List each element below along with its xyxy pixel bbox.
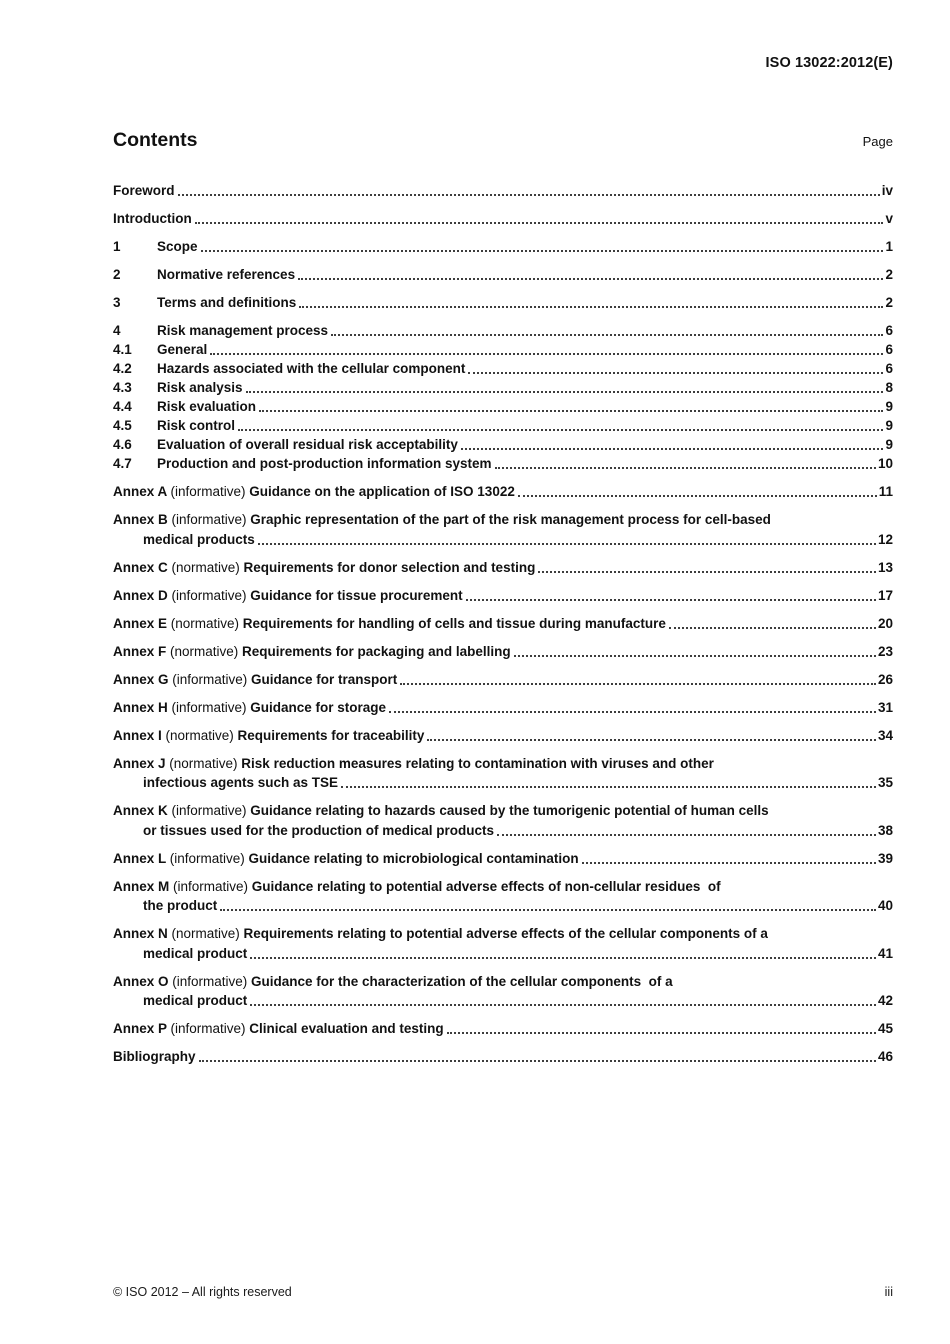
entry-title-continued: medical product: [143, 945, 248, 961]
dot-leader: [669, 627, 876, 629]
annex-name: Annex B: [113, 512, 172, 527]
clause-number: 4.1: [113, 342, 132, 357]
page-number: 6: [885, 361, 893, 376]
toc-entry: [113, 323, 893, 340]
toc-entry-line[interactable]: [113, 267, 893, 284]
entry-title: Guidance for tissue procurement: [250, 587, 463, 603]
toc-entry: [113, 756, 893, 792]
dot-leader: [258, 543, 876, 545]
entry-title: Requirements for handling of cells and tissue during manufacture: [242, 615, 666, 631]
entry-title: Requirements for packaging and labelling: [242, 643, 511, 659]
toc-entry: [113, 974, 893, 1010]
page-number: iv: [881, 183, 893, 198]
annex-kind: (normative): [171, 926, 244, 941]
clause-number: 2: [113, 267, 121, 282]
toc-list: [113, 183, 893, 1066]
toc-entry-line[interactable]: [113, 399, 893, 416]
page-number: 11: [878, 484, 893, 499]
toc-entry-line[interactable]: [113, 993, 893, 1010]
toc-entry-line[interactable]: [113, 361, 893, 378]
toc-entry: [113, 728, 893, 745]
entry-title: Risk analysis: [157, 380, 243, 395]
contents-heading: Contents: [113, 129, 198, 151]
entry-title: Scope: [157, 239, 198, 254]
toc-entry: [113, 926, 893, 962]
annex-name: Annex G: [113, 671, 173, 687]
page-number: 9: [885, 399, 893, 414]
entry-title: Bibliography: [113, 1049, 196, 1064]
entry-title: Production and post-production information system: [157, 456, 492, 471]
annex-name: Annex J: [113, 755, 170, 771]
page-number: 9: [885, 418, 893, 433]
dot-leader: [201, 250, 884, 252]
entry-title: Guidance for transport: [251, 671, 398, 687]
dot-leader: [250, 957, 876, 959]
toc-entry-line[interactable]: [113, 756, 893, 773]
clause-number: 4.2: [113, 361, 132, 376]
annex-kind: (normative): [169, 755, 242, 771]
entry-title: Hazards associated with the cellular component: [157, 361, 466, 376]
annex-kind: (informative): [170, 484, 250, 499]
page-number: v: [885, 211, 893, 226]
toc-entry-line[interactable]: [113, 644, 893, 661]
toc-entry-line[interactable]: [113, 775, 893, 792]
annex-name: Annex K: [113, 803, 172, 818]
page-number: 17: [877, 587, 893, 603]
toc-entry-line[interactable]: [113, 946, 893, 963]
dot-leader: [199, 1060, 876, 1062]
annex-name: Annex O: [113, 973, 173, 989]
toc-entry: [113, 851, 893, 868]
entry-title-continued: infectious agents such as TSE: [143, 775, 339, 790]
toc-entry-line[interactable]: [113, 183, 893, 200]
toc-entry-line[interactable]: [113, 1021, 893, 1038]
page-number: 20: [877, 615, 893, 631]
annex-name: Annex L: [113, 850, 170, 866]
dot-leader: [298, 278, 883, 280]
dot-leader: [427, 739, 876, 741]
doc-reference: ISO 13022:2012(E): [765, 55, 893, 71]
toc-entry: [113, 361, 893, 378]
dot-leader: [331, 334, 883, 336]
annex-name: Annex I: [113, 727, 166, 743]
clause-number: 4.3: [113, 380, 132, 395]
toc-entry: [113, 399, 893, 416]
toc-entry: [113, 342, 893, 359]
toc-entry: [113, 183, 893, 200]
entry-title-continued: the product: [143, 898, 218, 913]
entry-title-continued: medical products: [143, 531, 255, 547]
toc-entry-line[interactable]: [113, 672, 893, 689]
dot-leader: [195, 222, 884, 224]
page-number: 34: [877, 727, 893, 743]
annex-name: Annex M: [113, 878, 174, 894]
toc-entry-line[interactable]: [113, 588, 893, 605]
entry-title: Requirements for traceability: [237, 727, 425, 743]
annex-kind: (informative): [171, 512, 251, 527]
toc-entry-line[interactable]: [113, 823, 893, 840]
page-column-label: Page: [862, 134, 893, 149]
toc-entry-line[interactable]: [113, 239, 893, 256]
annex-kind: (normative): [170, 615, 243, 631]
folio-page-number: iii: [884, 1285, 893, 1299]
toc-entry-line[interactable]: [113, 456, 893, 473]
clause-number: 4: [113, 323, 121, 338]
page-number: 2: [885, 267, 893, 282]
annex-kind: (normative): [170, 643, 243, 659]
toc-entry-line[interactable]: [113, 512, 893, 529]
toc-entry: [113, 437, 893, 454]
page-footer: [113, 1285, 893, 1299]
entry-title: Graphic representation of the part of the risk management process for cell-based: [250, 512, 771, 527]
dot-leader: [220, 909, 876, 911]
entry-title: Guidance for storage: [250, 699, 387, 715]
toc-entry-line[interactable]: [113, 616, 893, 633]
toc-entry: [113, 1049, 893, 1066]
dot-leader: [466, 599, 876, 601]
clause-number: 3: [113, 295, 121, 310]
page-number: 6: [885, 342, 893, 357]
entry-title-continued: or tissues used for the production of medical products: [143, 822, 495, 838]
clause-number: 4.7: [113, 456, 132, 471]
page-number: 23: [877, 643, 893, 659]
annex-kind: (informative): [171, 587, 251, 603]
annex-kind: (informative): [171, 803, 251, 818]
annex-kind: (informative): [172, 671, 252, 687]
toc-entry-line[interactable]: [113, 437, 893, 454]
annex-name: Annex H: [113, 699, 172, 715]
dot-leader: [495, 467, 876, 469]
toc-entry: [113, 803, 893, 839]
dot-leader: [246, 391, 884, 393]
entry-title: Guidance relating to microbiological contamination: [248, 850, 579, 866]
entry-title: Guidance relating to potential adverse effects of non-cellular residues of: [251, 878, 721, 894]
page-number: 2: [885, 295, 893, 310]
entry-title: Normative references: [157, 267, 296, 282]
page-number: 10: [877, 456, 893, 471]
dot-leader: [250, 1004, 876, 1006]
toc-entry-line[interactable]: [113, 898, 893, 915]
entry-title: Guidance on the application of ISO 13022: [249, 484, 515, 499]
toc-entry: [113, 380, 893, 397]
page-number: 40: [877, 898, 893, 913]
entry-title: Risk reduction measures relating to contamination with viruses and other: [241, 755, 714, 771]
toc-entry: [113, 700, 893, 717]
dot-leader: [238, 429, 883, 431]
toc-entry-line[interactable]: [113, 560, 893, 577]
annex-kind: (informative): [170, 1021, 250, 1036]
dot-leader: [178, 194, 880, 196]
toc-entry-line[interactable]: [113, 879, 893, 896]
toc-entry-line[interactable]: [113, 342, 893, 359]
annex-kind: (normative): [171, 559, 244, 575]
dot-leader: [468, 372, 883, 374]
clause-number: 1: [113, 239, 121, 254]
dot-leader: [582, 862, 876, 864]
annex-name: Annex A: [113, 484, 171, 499]
entry-title: Evaluation of overall residual risk acceptability: [157, 437, 458, 452]
toc-entry: [113, 239, 893, 256]
dot-leader: [538, 571, 876, 573]
page-number: 12: [877, 531, 893, 547]
page-number: 38: [877, 822, 893, 838]
toc-entry-line[interactable]: [113, 851, 893, 868]
toc-entry: [113, 616, 893, 633]
page-number: 26: [877, 671, 893, 687]
dot-leader: [299, 306, 883, 308]
page-number: 8: [885, 380, 893, 395]
clause-number: 4.6: [113, 437, 132, 452]
page-number: 35: [877, 775, 893, 790]
toc-entry-line[interactable]: [113, 323, 893, 340]
dot-leader: [514, 655, 876, 657]
annex-name: Annex E: [113, 615, 171, 631]
entry-title-continued: medical product: [143, 993, 248, 1008]
annex-name: Annex P: [113, 1021, 171, 1036]
toc-entry-line[interactable]: [113, 532, 893, 549]
toc-entry: [113, 1021, 893, 1038]
contents-header-row: [113, 129, 893, 152]
page-number: 6: [885, 323, 893, 338]
annex-name: Annex F: [113, 643, 171, 659]
entry-title: Risk evaluation: [157, 399, 257, 414]
toc-entry-line[interactable]: [113, 974, 893, 991]
page-number: 13: [877, 559, 893, 575]
dot-leader: [447, 1032, 876, 1034]
toc-entry-line[interactable]: [113, 295, 893, 312]
dot-leader: [497, 834, 876, 836]
toc-entry-line[interactable]: [113, 700, 893, 717]
clause-number: 4.4: [113, 399, 132, 414]
dot-leader: [341, 786, 876, 788]
page-number: 41: [877, 945, 893, 961]
toc-entry-line[interactable]: [113, 728, 893, 745]
annex-kind: (normative): [165, 727, 238, 743]
toc-entry-line[interactable]: [113, 803, 893, 820]
page-number: 46: [877, 1049, 893, 1064]
toc-entry: [113, 560, 893, 577]
toc-entry: [113, 295, 893, 312]
dot-leader: [400, 683, 876, 685]
annex-name: Annex C: [113, 559, 172, 575]
annex-kind: (informative): [172, 973, 252, 989]
toc-entry-line[interactable]: [113, 418, 893, 435]
entry-title: Requirements relating to potential adverse effects of the cellular components of a: [243, 926, 768, 941]
entry-title: Clinical evaluation and testing: [249, 1021, 444, 1036]
annex-kind: (informative): [171, 699, 251, 715]
annex-name: Annex D: [113, 587, 172, 603]
toc-entry-line[interactable]: [113, 211, 893, 228]
entry-title: Guidance relating to hazards caused by the tumorigenic potential of human cells: [250, 803, 769, 818]
clause-number: 4.5: [113, 418, 132, 433]
toc-entry-line[interactable]: [113, 380, 893, 397]
copyright-notice: © ISO 2012 – All rights reserved: [113, 1285, 292, 1299]
toc-entry: [113, 672, 893, 689]
toc-entry-line[interactable]: [113, 484, 893, 501]
entry-title: Risk control: [157, 418, 236, 433]
dot-leader: [389, 711, 876, 713]
dot-leader: [210, 353, 883, 355]
toc-entry: [113, 644, 893, 661]
annex-kind: (informative): [169, 850, 249, 866]
dot-leader: [259, 410, 883, 412]
annex-kind: (informative): [173, 878, 252, 894]
page-number: 45: [877, 1021, 893, 1036]
entry-title: Requirements for donor selection and testing: [243, 559, 536, 575]
dot-leader: [518, 495, 877, 497]
toc-entry: [113, 512, 893, 548]
toc-entry: [113, 267, 893, 284]
page-number: 31: [877, 699, 893, 715]
toc-entry: [113, 418, 893, 435]
toc-entry: [113, 879, 893, 915]
page-number: 9: [885, 437, 893, 452]
toc-entry: [113, 588, 893, 605]
toc-entry: [113, 484, 893, 501]
entry-title: General: [157, 342, 208, 357]
annex-name: Annex N: [113, 926, 172, 941]
entry-title: Introduction: [113, 211, 192, 226]
toc-entry: [113, 456, 893, 473]
dot-leader: [461, 448, 884, 450]
entry-title: Foreword: [113, 183, 175, 198]
page-number: 1: [885, 239, 893, 254]
page-number: 39: [877, 850, 893, 866]
toc-entry: [113, 211, 893, 228]
toc-entry-line[interactable]: [113, 1049, 893, 1066]
entry-title: Guidance for the characterization of the cellular components of a: [251, 973, 673, 989]
entry-title: Terms and definitions: [157, 295, 297, 310]
entry-title: Risk management process: [157, 323, 329, 338]
page-number: 42: [877, 993, 893, 1008]
toc-entry-line[interactable]: [113, 926, 893, 943]
